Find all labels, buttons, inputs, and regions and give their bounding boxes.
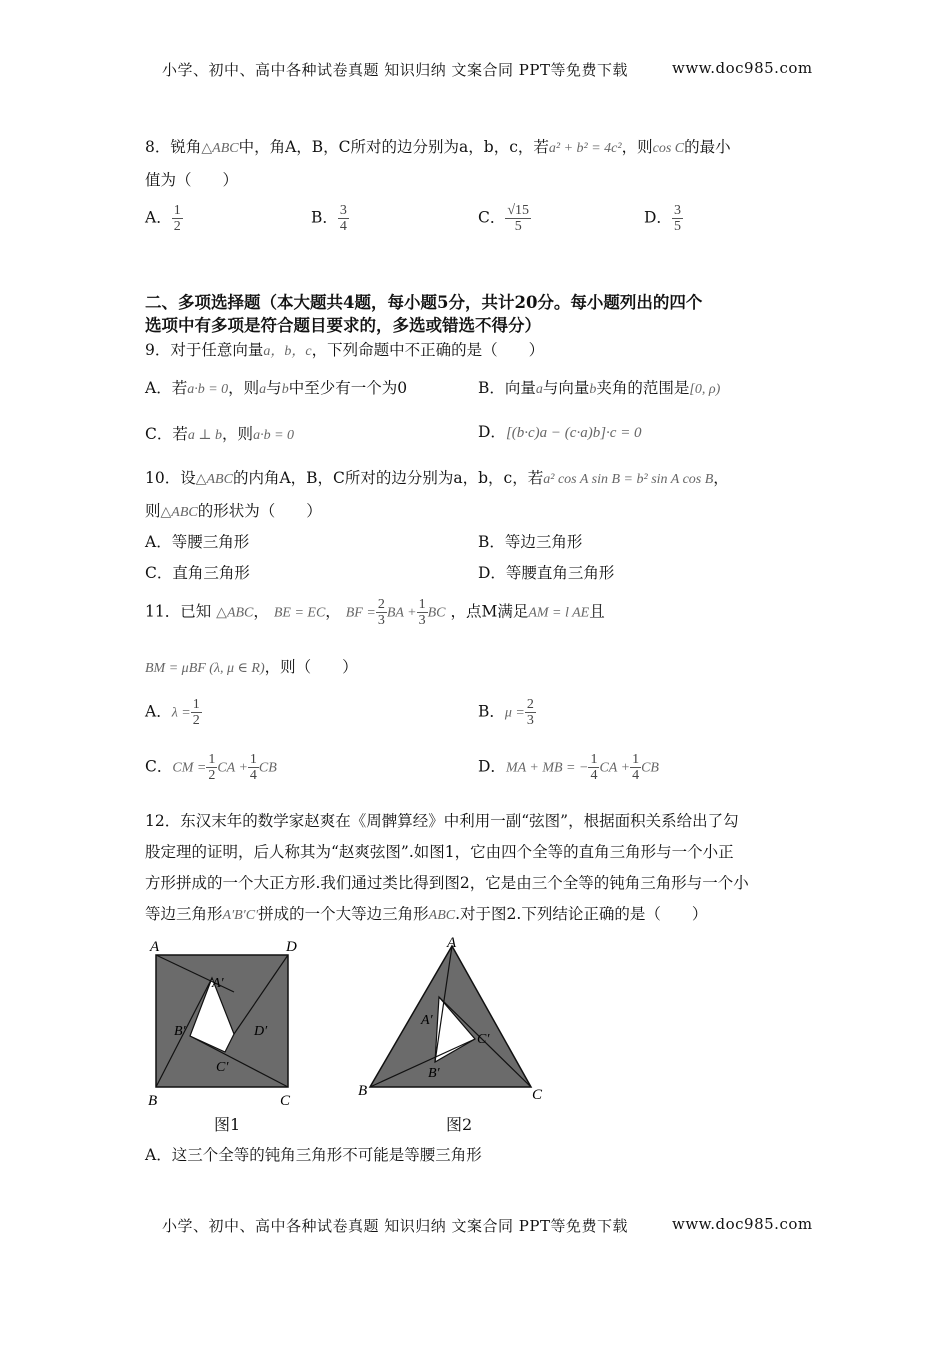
fig1-label-d1: D′	[254, 1024, 268, 1039]
fig2-label-c: C	[532, 1087, 543, 1103]
footer-url[interactable]: www.doc985.com	[672, 1215, 813, 1233]
fig2-label-a1: A′	[421, 1013, 433, 1028]
fig2-label-a: A	[447, 935, 457, 951]
fig1-label-c: C	[280, 1093, 291, 1109]
q8-option-c[interactable]: C． $\frac{√15}{5}$	[478, 203, 530, 234]
fig1-label-c1: C′	[216, 1060, 229, 1075]
q9-option-d[interactable]: D．[(b·c)a − (c·a)b]·c = 0	[478, 423, 642, 441]
q10-line1: 10．设△ABC的内角A，B，C所对的边分别为a，b，c，若a² cos A sin B = b² sin A cos B，	[145, 469, 729, 487]
q11-option-d[interactable]: D．MA + MB = − $\frac{1}{4}$ CA + $\frac{1}{4}$ CB	[478, 752, 659, 783]
q9-option-c[interactable]: C．若a ⊥ b，则a·b = 0	[145, 425, 295, 443]
figure-1-caption: 图1	[214, 1115, 241, 1134]
q9-stem: 9．对于任意向量a，b，c，下列命题中不正确的是（ ）	[145, 341, 545, 359]
fig2-label-c1: C′	[477, 1032, 490, 1047]
q12-line2: 股定理的证明，后人称其为“赵爽弦图”.如图1，它由四个全等的直角三角形与一个小正	[145, 843, 734, 861]
fig2-label-b: B	[358, 1083, 368, 1099]
q10-option-a[interactable]: A．等腰三角形	[145, 533, 250, 551]
section-title-line1: 二、多项选择题（本大题共4题，每小题5分，共计20分。每小题列出的四个	[145, 293, 703, 312]
q10-option-b[interactable]: B．等边三角形	[478, 533, 583, 551]
figure-1	[140, 938, 310, 1113]
q10-option-c[interactable]: C．直角三角形	[145, 564, 250, 582]
q12-option-a[interactable]: A．这三个全等的钝角三角形不可能是等腰三角形	[145, 1146, 482, 1164]
q12-line4: 等边三角形A′B′C′拼成的一个大等边三角形ABC.对于图2.下列结论正确的是（ ）	[145, 905, 708, 923]
q11-line2: BM = μBF (λ, μ ∈ R)，则（ ）	[145, 658, 358, 676]
q9-option-a[interactable]: A．若a·b = 0，则a与b中至少有一个为0	[145, 379, 408, 397]
section-title-line2: 选项中有多项是符合题目要求的，多选或错选不得分）	[145, 316, 541, 335]
header-text: 小学、初中、高中各种试卷真题 知识归纳 文案合同 PPT等免费下载	[162, 61, 628, 79]
footer-text: 小学、初中、高中各种试卷真题 知识归纳 文案合同 PPT等免费下载	[162, 1217, 628, 1235]
q10-option-d[interactable]: D．等腰直角三角形	[478, 564, 615, 582]
q11-option-a[interactable]: A．λ = $\frac{1}{2}$	[145, 697, 200, 728]
fig1-label-b1: B′	[174, 1024, 186, 1039]
fig2-label-b1: B′	[428, 1066, 440, 1081]
figure-2	[355, 930, 555, 1105]
fig1-label-a1: A′	[212, 976, 224, 991]
fig1-label-a: A	[150, 939, 160, 955]
q11-line1: 11．已知 △ABC， BE = EC， BF = $\frac{2}{3}$ BA + $\frac{1}{3}$ BC ，点M满足AM = l AE且	[145, 597, 605, 628]
q10-line2: 则△ABC的形状为（ ）	[145, 502, 322, 520]
figure-2-caption: 图2	[446, 1115, 473, 1134]
q8-option-a[interactable]: A． $\frac{1}{2}$	[145, 203, 181, 234]
fig1-label-b: B	[148, 1093, 158, 1109]
q12-line1: 12．东汉末年的数学家赵爽在《周髀算经》中利用一副“弦图”，根据面积关系给出了勾	[145, 812, 739, 830]
q11-option-b[interactable]: B．μ = $\frac{2}{3}$	[478, 697, 534, 728]
header-url[interactable]: www.doc985.com	[672, 59, 813, 77]
q8-line1: 8．锐角△ABC中，角A，B，C所对的边分别为a，b，c，若a² + b² = 4c²，则cos C的最小	[145, 138, 731, 156]
q12-line3: 方形拼成的一个大正方形.我们通过类比得到图2，它是由三个全等的钝角三角形与一个小	[145, 874, 749, 892]
q8-option-b[interactable]: B． $\frac{3}{4}$	[311, 203, 347, 234]
q11-option-c[interactable]: C．CM = $\frac{1}{2}$ CA + $\frac{1}{4}$ CB	[145, 752, 277, 783]
q9-option-b[interactable]: B．向量a与向量b夹角的范围是[0, ρ)	[478, 379, 721, 397]
fig1-label-d: D	[286, 939, 297, 955]
q8-line2: 值为（ ）	[145, 171, 239, 189]
q8-option-d[interactable]: D． $\frac{3}{5}$	[644, 203, 681, 234]
